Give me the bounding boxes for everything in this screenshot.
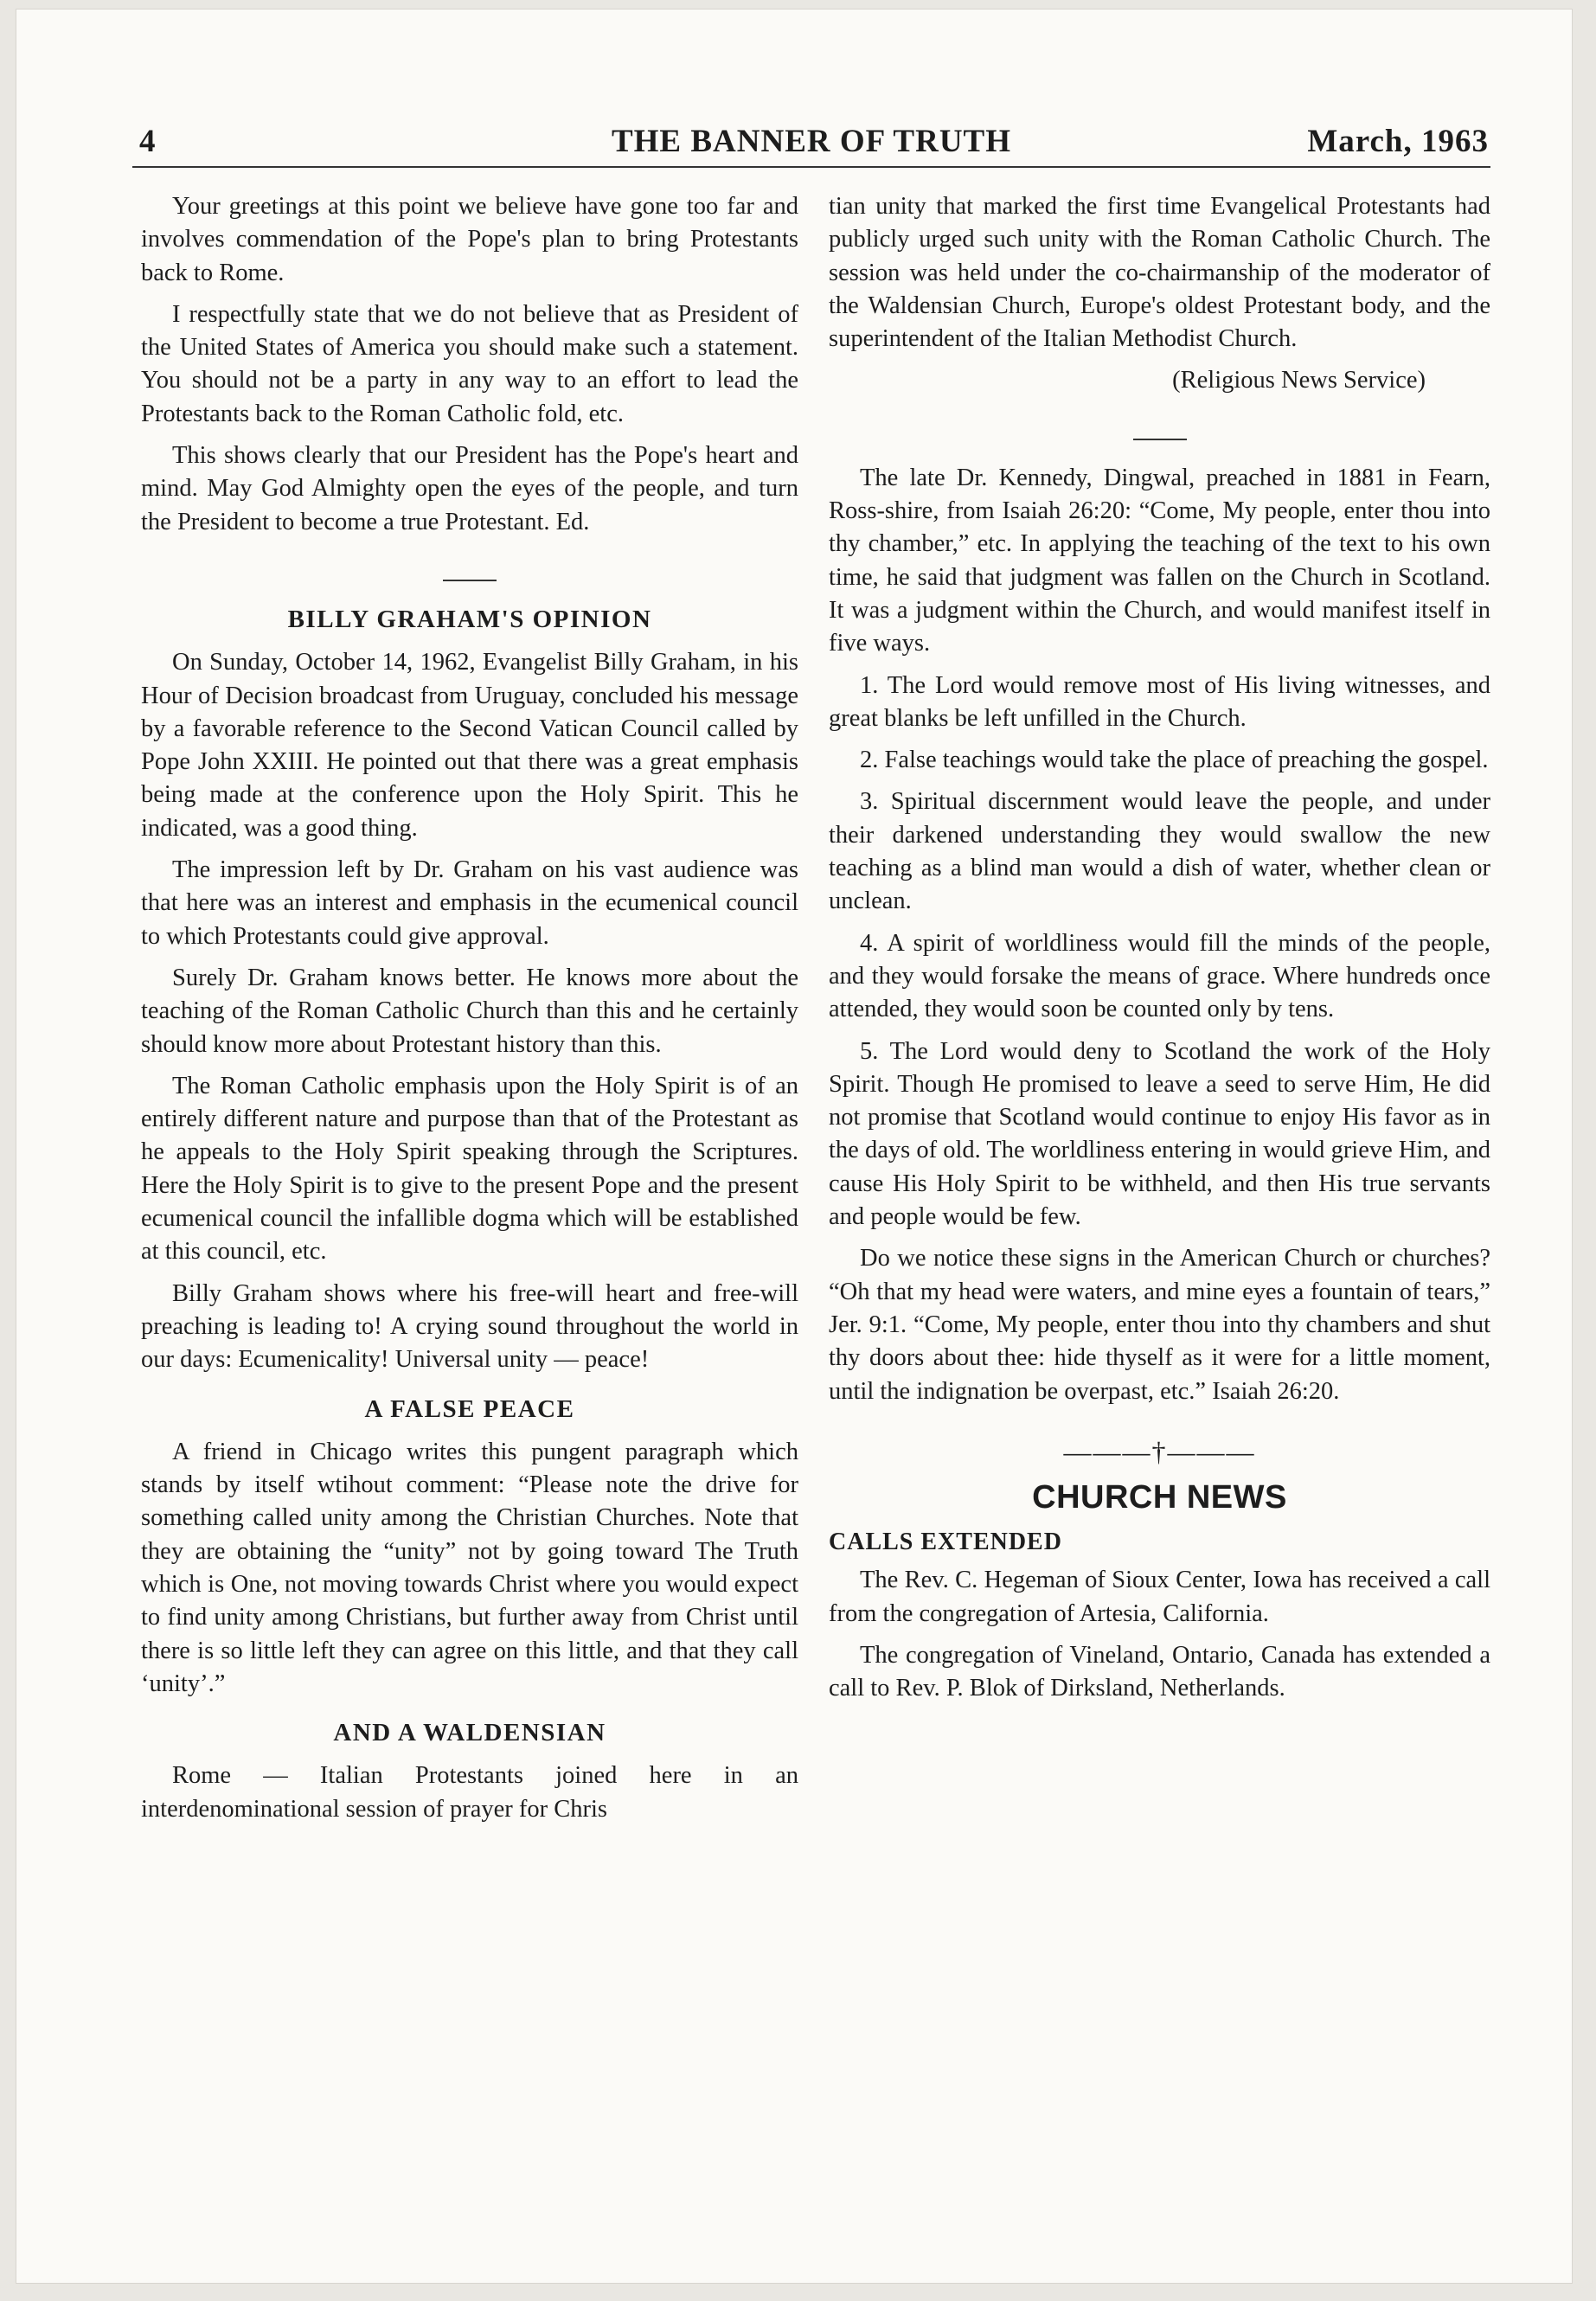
numbered-point: 1. The Lord would remove most of His living witnesses, and great blanks be left unfilled in the Church. [829,671,1490,732]
numbered-point: 3. Spiritual discernment would leave the people, and under their darkened understanding they would swallow the new teaching as a blind man would a dish of water, whether clean or unclean. [829,788,1490,915]
article-paragraph: The impression left by Dr. Graham on his vast audience was that here was an interest and emphasis in the ecumenical council to which Protestants could give approval. [141,856,798,950]
article-paragraph: Billy Graham shows where his free-will heart and free-will preaching is leading to! A crying sound throughout the world in our days: Ecumenicality! Universal unity — peace! [141,1279,798,1374]
article-paragraph: Do we notice these signs in the American Church or churches? “Oh that my head were waters, and mine eyes a fountain of tears,” Jer. 9:1. “Come, My people, enter thou into thy chambers and shut thy doors about thee: hide thyself as it were for a little moment, until the indignation be overpast, etc.” Isaiah 26:20. [829,1245,1490,1405]
separator-rule [1133,439,1187,440]
numbered-point: 2. False teachings would take the place of preaching the gospel. [860,747,1489,774]
article-heading-false-peace: A FALSE PEACE [364,1394,575,1423]
news-item: The congregation of Vineland, Ontario, Canada has extended a call to Rev. P. Blok of Dirksland, Netherlands. [829,1641,1490,1702]
article-paragraph: Rome — Italian Protestants joined here in an interdenominational session of prayer for Chris [141,1762,798,1823]
news-item: The Rev. C. Hegeman of Sioux Center, Iowa has received a call from the congregation of Artesia, California. [829,1567,1490,1627]
intro-paragraph: Your greetings at this point we believe have gone too far and involves commendation of the Pope's plan to bring Protestants back to Rome. [141,193,798,286]
article-paragraph: On Sunday, October 14, 1962, Evangelist Billy Graham, in his Hour of Decision broadcast from Uruguay, concluded his message by a favorable reference to the Second Vatican Council called by Pope John XXIII. He pointed out that there was a great emphasis being made at the conference upon the Holy Spirit. This he indicated, was a good thing. [141,649,798,842]
article-paragraph: The late Dr. Kennedy, Dingwal, preached in 1881 in Fearn, Ross-shire, from Isaiah 26:20: “Come, My people, enter thou into thy chamber,” etc. In applying the teaching of the text to his own time, he said that judgment was fallen on the Church in Scotland. It was a judgment within the Church, and would manifest itself in five ways. [829,464,1490,657]
article-heading-billy-graham: BILLY GRAHAM'S OPINION [287,605,652,633]
news-source-credit: (Religious News Service) [1172,367,1426,394]
article-heading-waldensian: AND A WALDENSIAN [333,1719,606,1747]
left-column [141,190,798,1835]
section-separator [141,558,798,579]
cross-separator: ———†——— [1063,1435,1256,1467]
article-paragraph: The Roman Catholic emphasis upon the Holy Spirit is of an entirely different nature and purpose than that of the Protestant as he appeals to the Holy Spirit speaking through the Scriptures. Here the Holy Spirit is to give to the present Pope and the present ecumenical council the infallible dogma which will be established at this council, etc. [141,1072,798,1266]
page-header [132,121,1490,168]
article-paragraph: tian unity that marked the first time Evangelical Protestants had publicly urged such unity with the Roman Catholic Church. The session was held under the co-chairmanship of the moderator of the Waldensian Church, Europe's oldest Protestant body, and the superintendent of the Italian Methodist Church. [829,193,1490,353]
page-number: 4 [139,124,157,159]
numbered-point: 4. A spirit of worldliness would fill the minds of the people, and they would forsake the means of grace. Where hundreds once attended, they would soon be counted only by tens. [829,929,1490,1023]
intro-paragraph: I respectfully state that we do not believe that as President of the United States of America you should make such a statement. You should not be a party in any way to an effort to lead the Protestants back to the Roman Catholic fold, etc. [141,300,798,427]
intro-paragraph: This shows clearly that our President has the Pope's heart and mind. May God Almighty open the eyes of the people, and turn the President to become a true Protestant. Ed. [141,442,798,535]
article-paragraph: Surely Dr. Graham knows better. He knows more about the teaching of the Roman Catholic Church than this and he certainly should know more about Protestant history than this. [141,964,798,1058]
publication-title: THE BANNER OF TRUTH [611,124,1012,159]
newspaper-page [16,9,1573,2284]
separator-rule [443,580,497,581]
numbered-point: 5. The Lord would deny to Scotland the work of the Holy Spirit. Though He promised to leave a seed to serve Him, He did not promise that Scotland would continue to enjoy His favor as in the days of old. The worldliness entering in would grieve Him, and cause His Holy Spirit to be withheld, and then His true servants and people would be few. [829,1037,1490,1231]
calls-extended-subheading: CALLS EXTENDED [829,1529,1062,1556]
section-separator [829,417,1490,438]
church-news-heading: CHURCH NEWS [1032,1478,1287,1516]
article-paragraph: A friend in Chicago writes this pungent paragraph which stands by itself wtihout comment: “Please note the drive for something called unity among the Christian Churches. Note that they are obtaining the “unity” not by going toward The Truth which is One, not moving towards Christ where you would expect to find unity among Christians, but further away from Christ until there is so little left they can agree on this little, and that they call ‘unity’.” [141,1438,798,1697]
issue-date: March, 1963 [1307,124,1489,159]
right-column [829,190,1490,1715]
